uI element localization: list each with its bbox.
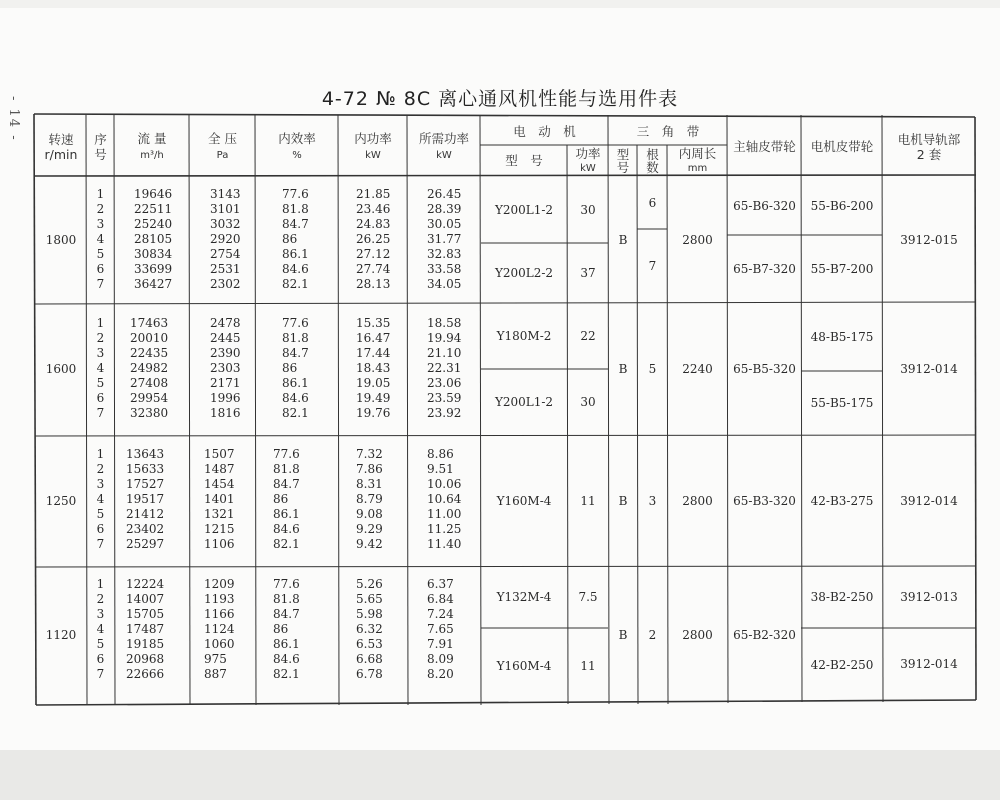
inner-power-column	[356, 187, 406, 292]
table-cell: 8.09	[427, 652, 454, 666]
table-cell: 82.1	[273, 667, 300, 681]
header-motor-model: 型 号	[505, 153, 543, 168]
table-cell: 6	[96, 391, 105, 405]
table-cell: 1166	[204, 607, 235, 621]
header-pressure: 全 压 Pa	[208, 131, 237, 161]
table-cell: 1507	[204, 447, 235, 461]
efficiency-column	[282, 316, 337, 421]
table-cell: 6	[96, 652, 105, 666]
table-cell: 19517	[126, 492, 165, 506]
table-cell: 19.76	[356, 406, 391, 420]
table-cell: 82.1	[273, 537, 300, 551]
table-cell: 81.8	[282, 202, 309, 216]
table-cell: 17463	[130, 316, 169, 330]
belt-count-cell: 2	[648, 627, 657, 642]
table-cell: 8.86	[427, 447, 454, 461]
table-cell: 33.58	[427, 262, 462, 276]
table-cell: 23.92	[427, 406, 462, 420]
header-flow: 流 量 m³/h	[137, 131, 167, 161]
table-cell: 28105	[134, 232, 173, 246]
table-cell: 3	[96, 217, 105, 231]
main-pulley-cell: 65-B6-320	[733, 198, 796, 213]
belt-length-cell: 2800	[682, 232, 713, 247]
header-motor: 电 动 机	[513, 124, 576, 139]
table-cell: 6.84	[427, 592, 454, 606]
table-cell: 77.6	[282, 316, 309, 330]
table-cell: 4	[96, 622, 105, 636]
table-cell: 19.05	[356, 376, 391, 390]
header-required-power: 所需功率 kW	[418, 131, 469, 161]
inner-power-column	[356, 447, 406, 552]
table-cell: 86	[282, 361, 298, 375]
table-cell: 5	[96, 637, 105, 651]
table-cell: 2303	[210, 361, 241, 375]
table-cell: 27.12	[356, 247, 391, 261]
motor-pulley-cell: 55-B5-175	[810, 396, 874, 410]
pressure-column	[204, 447, 254, 552]
header-speed: 转速 r/min	[44, 132, 78, 162]
table-cell: 9.42	[356, 537, 383, 551]
table-cell: 7.91	[427, 637, 454, 651]
table-cell: 2478	[210, 316, 241, 330]
page-shadow	[0, 750, 1000, 800]
table-cell: 1106	[204, 537, 235, 551]
table-cell: 1060	[204, 637, 235, 651]
table-cell: 5	[96, 376, 105, 390]
efficiency-column	[273, 577, 333, 682]
table-cell: 86.1	[273, 507, 300, 521]
motor-pulley-cell: 55-B6-200	[810, 198, 874, 213]
belt-type-cell: B	[618, 627, 628, 642]
table-cell: 1124	[204, 622, 235, 636]
motor-power-cell: 11	[580, 658, 596, 673]
speed-cell: 1800	[45, 232, 77, 247]
table-cell: 24.83	[356, 217, 391, 231]
speed-cell: 1600	[45, 362, 77, 376]
seq-column	[87, 447, 114, 552]
table-title: 4-72 № 8C 离心通风机性能与选用件表	[321, 88, 679, 110]
table-cell: 36427	[134, 277, 173, 291]
table-cell: 81.8	[273, 592, 300, 606]
table-cell: 25240	[134, 217, 173, 231]
table-cell: 6.37	[427, 577, 454, 591]
table-cell: 7	[96, 277, 105, 291]
table-cell: 84.6	[282, 262, 309, 276]
table-cell: 5.26	[356, 577, 383, 591]
table-cell: 21.10	[427, 346, 462, 360]
table-cell: 33699	[134, 262, 173, 276]
table-cell: 81.8	[282, 331, 309, 345]
required-power-column	[427, 577, 479, 682]
table-cell: 2531	[210, 262, 241, 276]
seq-column	[87, 577, 114, 682]
table-cell: 17.44	[356, 346, 391, 360]
rail-cell: 3912-014	[900, 493, 958, 508]
table-cell: 6.68	[356, 652, 383, 666]
required-power-column	[427, 187, 479, 292]
table-cell: 10.06	[427, 477, 462, 491]
belt-length-cell: 2800	[682, 627, 713, 642]
table-cell: 1	[96, 577, 105, 591]
table-cell: 4	[96, 361, 105, 375]
table-cell: 10.64	[427, 492, 462, 506]
table-cell: 23402	[126, 522, 165, 536]
table-cell: 77.6	[273, 447, 300, 461]
header-motor-pulley: 电机皮带轮	[810, 139, 874, 154]
table-cell: 30834	[134, 247, 173, 261]
table-cell: 11.25	[427, 522, 462, 536]
table-cell: 8.31	[356, 477, 383, 491]
pressure-column	[210, 316, 255, 421]
table-cell: 5	[96, 507, 105, 521]
motor-model-cell: Y200L1-2	[494, 202, 554, 217]
table-cell: 86.1	[282, 247, 309, 261]
belt-count-cell: 3	[648, 493, 657, 508]
pressure-column	[204, 577, 254, 682]
table-cell: 7.86	[356, 462, 383, 476]
table-cell: 81.8	[273, 462, 300, 476]
table-cell: 84.6	[282, 391, 309, 405]
table-cell: 22666	[126, 667, 165, 681]
table-cell: 21412	[126, 507, 165, 521]
seq-column	[87, 316, 114, 421]
header-efficiency: 内效率 %	[278, 131, 316, 161]
table-cell: 86	[282, 232, 298, 246]
belt-length-cell: 2800	[682, 493, 713, 508]
main-pulley-cell: 65-B2-320	[733, 627, 796, 642]
table-cell: 1321	[204, 507, 235, 521]
table-cell: 20968	[126, 652, 165, 666]
motor-power-cell: 7.5	[578, 590, 598, 604]
table-cell: 31.77	[427, 232, 462, 246]
header-belt: 三 角 带	[636, 124, 700, 139]
pressure-column	[210, 187, 255, 292]
table-cell: 2445	[210, 331, 241, 345]
table-cell: 21.85	[356, 187, 391, 201]
page-number: - 14 -	[6, 96, 21, 142]
table-cell: 32380	[130, 406, 169, 420]
table-cell: 15633	[126, 462, 165, 476]
speed-cell: 1120	[45, 628, 77, 642]
table-cell: 1193	[204, 592, 235, 606]
table-cell: 1487	[204, 462, 235, 476]
table-cell: 23.59	[427, 391, 462, 405]
table-cell: 19185	[126, 637, 165, 651]
table-cell: 19.94	[427, 331, 462, 345]
table-cell: 18.43	[356, 361, 391, 375]
required-power-column	[427, 316, 479, 421]
table-cell: 84.7	[282, 217, 309, 231]
table-cell: 11.00	[427, 507, 462, 521]
table-cell: 2302	[210, 277, 241, 291]
flow-column	[126, 577, 188, 682]
table-cell: 3	[96, 607, 105, 621]
table-cell: 26.25	[356, 232, 391, 246]
table-cell: 6.32	[356, 622, 383, 636]
table-cell: 887	[204, 667, 227, 681]
table-cell: 6.53	[356, 637, 383, 651]
table-cell: 82.1	[282, 406, 309, 420]
table-cell: 7.65	[427, 622, 454, 636]
table-cell: 32.83	[427, 247, 462, 261]
table-cell: 6	[96, 262, 105, 276]
table-cell: 6.78	[356, 667, 383, 681]
table-cell: 77.6	[273, 577, 300, 591]
table-cell: 28.39	[427, 202, 462, 216]
table-cell: 9.51	[427, 462, 454, 476]
header-main-pulley: 主轴皮带轮	[733, 139, 796, 154]
table-cell: 23.06	[427, 376, 462, 390]
table-cell: 17527	[126, 477, 165, 491]
header-rail: 电机导轨部 2 套	[897, 131, 961, 162]
motor-model-cell: Y180M-2	[496, 329, 552, 343]
table-cell: 1	[96, 447, 105, 461]
table-cell: 3	[96, 477, 105, 491]
table-cell: 16.47	[356, 331, 391, 345]
table-cell: 1215	[204, 522, 235, 536]
table-cell: 11.40	[427, 537, 462, 551]
table-cell: 15705	[126, 607, 165, 621]
speed-cell: 1250	[45, 493, 77, 508]
table-cell: 26.45	[427, 187, 462, 201]
table-cell: 3101	[210, 202, 241, 216]
table-cell: 17487	[126, 622, 165, 636]
belt-type-cell: B	[618, 232, 628, 247]
table-cell: 27408	[130, 376, 169, 390]
main-pulley-cell: 65-B7-320	[733, 262, 796, 276]
table-cell: 8.79	[356, 492, 383, 506]
table-cell: 5	[96, 247, 105, 261]
table-cell: 2	[96, 331, 105, 345]
table-cell: 86	[273, 622, 289, 636]
table-cell: 1	[96, 187, 105, 201]
motor-model-cell: Y200L1-2	[494, 395, 554, 409]
table-cell: 82.1	[282, 277, 309, 291]
table-cell: 14007	[126, 592, 165, 606]
belt-count-cell: 5	[648, 362, 657, 376]
table-cell: 1816	[210, 406, 241, 420]
table-cell: 4	[96, 492, 105, 506]
table-cell: 13643	[126, 447, 165, 461]
table-cell: 2390	[210, 346, 241, 360]
table-cell: 1	[96, 316, 105, 330]
header-seq: 序 号	[94, 132, 107, 162]
table-cell: 25297	[126, 537, 165, 551]
motor-pulley-cell: 42-B2-250	[810, 657, 874, 672]
table-cell: 2754	[210, 247, 241, 261]
motor-pulley-cell: 55-B7-200	[810, 262, 874, 276]
table-cell: 2	[96, 592, 105, 606]
header-belt-type: 型 号	[616, 146, 630, 175]
table-cell: 19646	[134, 187, 173, 201]
table-cell: 22.31	[427, 361, 462, 375]
table-cell: 27.74	[356, 262, 391, 276]
belt-count-cell: 7	[648, 259, 657, 273]
table-cell: 7	[96, 537, 105, 551]
table-cell: 24982	[130, 361, 169, 375]
belt-length-cell: 2240	[682, 362, 713, 376]
table-cell: 7.32	[356, 447, 383, 461]
motor-pulley-cell: 38-B2-250	[810, 590, 874, 604]
table-cell: 4	[96, 232, 105, 246]
belt-count-cell: 6	[648, 195, 657, 210]
motor-power-cell: 11	[580, 493, 596, 508]
table-cell: 1454	[204, 477, 235, 491]
table-cell: 84.7	[273, 477, 300, 491]
header-inner-power: 内功率 kW	[354, 131, 392, 161]
table-cell: 18.58	[427, 316, 462, 330]
table-cell: 12224	[126, 577, 165, 591]
motor-power-cell: 30	[580, 395, 596, 409]
table-cell: 8.20	[427, 667, 454, 681]
required-power-column	[427, 447, 479, 552]
table-cell: 86.1	[273, 637, 300, 651]
header-belt-count: 根 数	[646, 146, 659, 175]
inner-power-column	[356, 577, 406, 682]
header-motor-power: 功率 kW	[575, 145, 601, 174]
table-cell: 9.29	[356, 522, 383, 536]
motor-power-cell: 30	[580, 202, 596, 217]
motor-model-cell: Y200L2-2	[494, 266, 554, 280]
table-cell: 7.24	[427, 607, 454, 621]
table-cell: 9.08	[356, 507, 383, 521]
table-cell: 22435	[130, 346, 169, 360]
rail-cell: 3912-014	[900, 657, 958, 671]
rail-cell: 3912-015	[900, 232, 958, 247]
table-cell: 3032	[210, 217, 241, 231]
main-pulley-cell: 65-B3-320	[733, 493, 796, 508]
main-pulley-cell: 65-B5-320	[733, 362, 796, 376]
table-cell: 84.6	[273, 522, 300, 536]
table-cell: 7	[96, 667, 105, 681]
motor-power-cell: 37	[580, 266, 596, 280]
table-cell: 5.98	[356, 607, 383, 621]
table-cell: 84.7	[273, 607, 300, 621]
table-cell: 1401	[204, 492, 235, 506]
belt-type-cell: B	[618, 493, 628, 508]
header-belt-length: 内周长 mm	[678, 145, 717, 174]
table-cell: 28.13	[356, 277, 391, 291]
table-cell: 2171	[210, 376, 241, 390]
table-cell: 1209	[204, 577, 235, 591]
table-cell: 1996	[210, 391, 241, 405]
motor-model-cell: Y160M-4	[496, 493, 552, 508]
table-cell: 15.35	[356, 316, 391, 330]
motor-model-cell: Y160M-4	[496, 658, 552, 673]
table-cell: 23.46	[356, 202, 391, 216]
table-cell: 22511	[134, 202, 173, 216]
table-cell: 30.05	[427, 217, 462, 231]
flow-column	[130, 316, 188, 421]
table-cell: 2920	[210, 232, 241, 246]
inner-power-column	[356, 316, 406, 421]
table-cell: 20010	[130, 331, 169, 345]
efficiency-column	[273, 447, 333, 552]
table-cell: 2	[96, 462, 105, 476]
rail-cell: 3912-013	[900, 590, 958, 604]
motor-model-cell: Y132M-4	[496, 590, 552, 604]
table-cell: 86.1	[282, 376, 309, 390]
table-cell: 3	[96, 346, 105, 360]
flow-column	[134, 187, 189, 292]
table-cell: 86	[273, 492, 289, 506]
table-cell: 975	[204, 652, 227, 666]
seq-column	[87, 187, 114, 292]
table-cell: 77.6	[282, 187, 309, 201]
table-cell: 3143	[210, 187, 241, 201]
flow-column	[126, 447, 188, 552]
table-cell: 5.65	[356, 592, 383, 606]
table-cell: 34.05	[427, 277, 462, 291]
table-cell: 84.6	[273, 652, 300, 666]
table-cell: 29954	[130, 391, 169, 405]
table-cell: 2	[96, 202, 105, 216]
efficiency-column	[282, 187, 337, 292]
motor-pulley-cell: 42-B3-275	[810, 493, 874, 508]
rail-cell: 3912-014	[900, 362, 958, 376]
table-cell: 84.7	[282, 346, 309, 360]
table-cell: 7	[96, 406, 105, 420]
table-cell: 6	[96, 522, 105, 536]
table-cell: 19.49	[356, 391, 391, 405]
belt-type-cell: B	[618, 362, 628, 376]
motor-power-cell: 22	[580, 329, 596, 343]
motor-pulley-cell: 48-B5-175	[810, 330, 874, 344]
